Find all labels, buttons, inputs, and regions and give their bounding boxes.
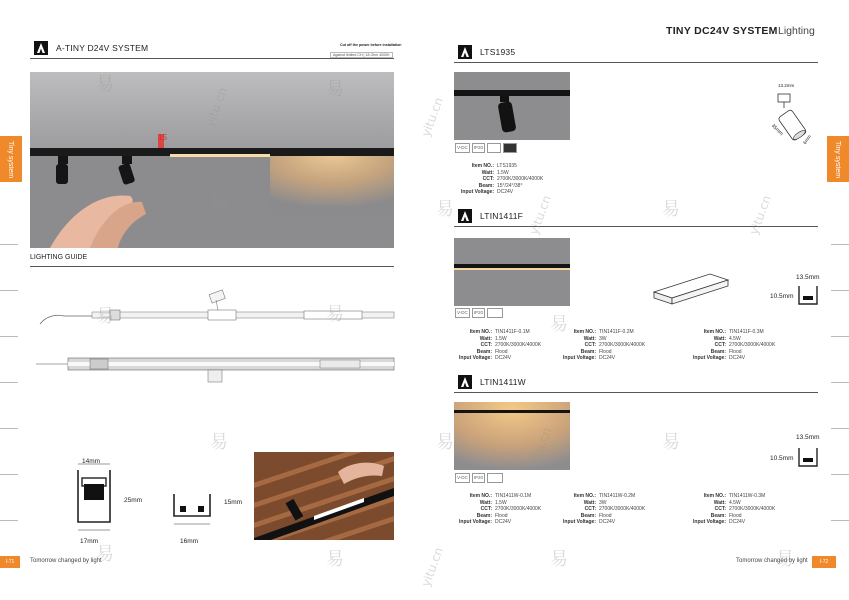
light-output-badge-icon	[503, 143, 517, 153]
watermark-glyph: 易	[326, 79, 344, 100]
watermark-text: yitu.cn	[526, 425, 554, 469]
spec-note: Against limited CH | 18 Ohm 4000K	[330, 52, 393, 58]
ltin1411w-title: LTIN1411W	[480, 377, 526, 387]
ltin1411w-profile-drawing	[796, 446, 820, 470]
ltin1411f-dim-w: 13.5mm	[796, 274, 820, 281]
ip20-badge: IP20	[472, 143, 485, 153]
watermark-glyph: 易	[550, 314, 568, 335]
left-side-tab[interactable]	[0, 136, 22, 182]
beam-angle-badge-icon	[487, 308, 503, 318]
watermark-glyph: 易	[326, 549, 344, 570]
watermark-text: yitu.cn	[418, 95, 446, 139]
track-diagram	[30, 280, 396, 390]
left-tick-7	[0, 520, 18, 521]
lts1935-dim-b: 35mm	[769, 122, 784, 138]
lts1935-photo	[454, 72, 570, 140]
lts1935-photo-illustration	[454, 72, 570, 140]
left-header-rule	[30, 58, 394, 59]
watermark-glyph: 易	[96, 544, 114, 565]
lts1935-spec: Item NO.: LTS1935 Watt: 1.5W CCT: 2700K/3000K/4000K Beam: 15°/24°/38° Input Voltage: DC24V	[461, 163, 544, 196]
ltin1411f-spec-2: Item NO.: TIN1411F-0.3M Watt: 4.5W CCT: 2700K/3000K/4000K Beam: Flood Input Voltage: DC24V	[693, 329, 776, 362]
left-tick-1	[0, 244, 18, 245]
left-tick-6	[0, 474, 18, 475]
watermark-glyph: 易	[662, 199, 680, 220]
lts1935-badges	[455, 143, 517, 153]
ltin1411w-photo-illustration	[454, 402, 570, 470]
install-note: Cut off the power before installation	[340, 43, 402, 47]
profile-16x15-drawing	[168, 490, 216, 530]
ltin1411f-badges	[455, 308, 503, 318]
watermark-glyph: 易	[436, 432, 454, 453]
right-tick-1	[831, 244, 849, 245]
dim-profile2-height: 15mm	[224, 499, 243, 506]
beam-angle-badge-icon	[487, 473, 503, 483]
left-footer: Tomorrow changed by light	[30, 558, 102, 564]
watermark-text: yitu.cn	[202, 85, 230, 129]
right-tick-2	[831, 290, 849, 291]
ltin1411f-spec-0: Item NO.: TIN1411F-0.1M Watt: 1.5W CCT: 2700K/3000K/4000K Beam: Flood Input Voltage: DC24V	[459, 329, 542, 362]
vdc-badge: V-DC	[455, 308, 470, 318]
vdc-badge: V-DC	[455, 473, 470, 483]
lts1935-rule	[454, 62, 818, 63]
watermark-glyph: 易	[96, 74, 114, 95]
profile-14x25-drawing	[70, 460, 118, 532]
left-side-tab-label: Tiny system	[7, 140, 15, 178]
lighting-guide-title: LIGHTING GUIDE	[30, 254, 88, 261]
left-tick-2	[0, 290, 18, 291]
watermark-glyph: 易	[662, 432, 680, 453]
beam-angle-badge-icon	[487, 143, 501, 153]
watermark-glyph: 易	[776, 549, 794, 570]
ltin1411w-spec-1: Item NO.: TIN1411W-0.2M Watt: 3W CCT: 2700K/3000K/4000K Beam: Flood Input Voltage: DC24V	[563, 493, 646, 526]
brand-logo-icon	[34, 41, 48, 55]
right-footer: Tomorrow changed by light	[736, 558, 808, 564]
ltin1411w-spec-0: Item NO.: TIN1411W-0.1M Watt: 1.5W CCT: 2700K/3000K/4000K Beam: Flood Input Voltage: DC24V	[459, 493, 542, 526]
ltin1411f-3d-drawing	[650, 270, 732, 306]
ltin1411w-photo	[454, 402, 570, 470]
watermark-glyph: 易	[210, 194, 228, 215]
watermark-glyph: 易	[326, 304, 344, 325]
ltin1411w-rule	[454, 392, 818, 393]
left-tick-3	[0, 336, 18, 337]
watermark-glyph: 易	[210, 432, 228, 453]
ltin1411w-dim-w: 13.5mm	[796, 434, 820, 441]
ltin1411f-photo-illustration	[454, 238, 570, 306]
ltin1411f-dim-h: 10.5mm	[770, 293, 794, 300]
right-page-number: I-72	[812, 556, 836, 568]
right-side-tab-label: Tiny system	[834, 140, 842, 178]
watermark-text: yitu.cn	[418, 545, 446, 589]
lts1935-dim-c: 6mm	[802, 133, 812, 146]
left-tick-5	[0, 428, 18, 429]
ltin1411w-logo-icon	[458, 375, 472, 389]
ltin1411f-logo-icon	[458, 209, 472, 223]
ltin1411f-photo	[454, 238, 570, 306]
ltin1411w-spec-2: Item NO.: TIN1411W-0.3M Watt: 4.5W CCT: 2700K/3000K/4000K Beam: Flood Input Voltage: DC24V	[693, 493, 776, 526]
dim-top-width: 14mm	[82, 458, 101, 465]
ip20-badge: IP20	[472, 473, 485, 483]
watermark-text: yitu.cn	[526, 193, 554, 237]
ltin1411w-badges	[455, 473, 503, 483]
right-tick-3	[831, 336, 849, 337]
watermark-text: yitu.cn	[746, 193, 774, 237]
left-page-number: I-71	[0, 556, 20, 568]
wood-photo-illustration	[254, 452, 394, 540]
ip20-badge: IP20	[472, 308, 485, 318]
ltin1411w-dim-h: 10.5mm	[770, 455, 794, 462]
lts1935-title: LTS1935	[480, 47, 516, 57]
lighting-guide-rule	[30, 266, 394, 267]
watermark-glyph: 易	[436, 199, 454, 220]
right-tick-7	[831, 520, 849, 521]
ltin1411f-spec-1: Item NO.: TIN1411F-0.2M Watt: 3W CCT: 2700K/3000K/4000K Beam: Flood Input Voltage: DC24V	[563, 329, 646, 362]
ltin1411f-profile-drawing	[796, 284, 820, 308]
photo-dim-label: 15	[158, 133, 167, 142]
right-tick-5	[831, 428, 849, 429]
watermark-glyph: 易	[550, 549, 568, 570]
right-tick-6	[831, 474, 849, 475]
brand-title: TINY DC24V SYSTEM	[666, 25, 778, 37]
right-tick-4	[831, 382, 849, 383]
right-side-tab[interactable]	[827, 136, 849, 182]
dim-bottom-width: 17mm	[80, 538, 99, 545]
ltin1411f-title: LTIN1411F	[480, 211, 524, 221]
left-tick-4	[0, 382, 18, 383]
dim-profile2-width: 16mm	[180, 538, 199, 545]
lts1935-dim-a: 13.2mm	[778, 83, 795, 88]
wood-install-photo	[254, 452, 394, 540]
vdc-badge: V-DC	[455, 143, 470, 153]
watermark-glyph: 易	[96, 306, 114, 327]
dim-height: 25mm	[124, 497, 143, 504]
left-section-title: A-TINY D24V SYSTEM	[56, 43, 149, 53]
brand-subtitle: Lighting	[778, 25, 815, 37]
lts1935-logo-icon	[458, 45, 472, 59]
